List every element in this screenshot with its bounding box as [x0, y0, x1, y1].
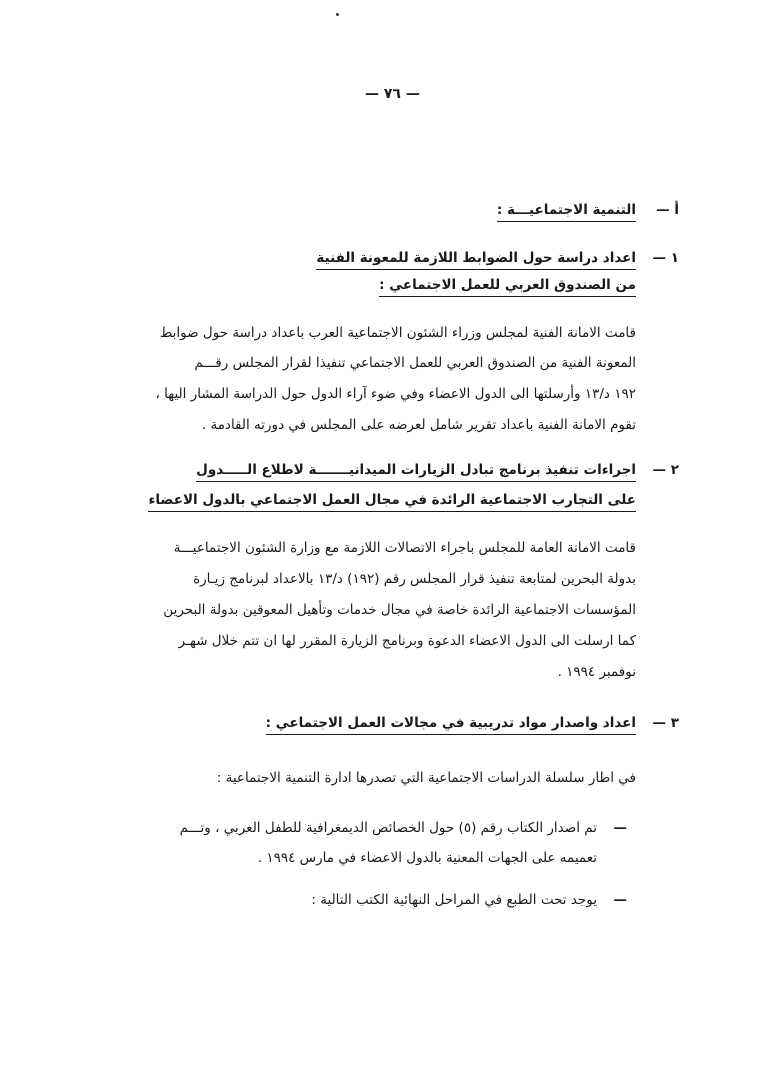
section-a-title: التنمية الاجتماعيـــة :: [497, 200, 636, 222]
item1-para-line1: قامت الامانة الفنية لمجلس وزراء الشئون الاجتماعية العرب باعداد دراسة حول ضوابط: [159, 325, 636, 341]
item2-para-line4: كما ارسلت الى الدول الاعضاء الدعوة وبرنامج الزيارة المقرر لها ان تتم خلال شهـر: [178, 633, 636, 649]
section-a-marker: أ —: [656, 202, 679, 218]
item1-title-line2: من الصندوق العربي للعمل الاجتماعي :: [379, 275, 636, 297]
item2-para-line5: نوفمبر ١٩٩٤ .: [557, 664, 636, 680]
item1-title-line1: اعداد دراسة حول الضوابط اللازمة للمعونة الفنية: [316, 248, 636, 270]
item1-para-line2: المعونة الفنية من الصندوق العربي للعمل الاجتماعي تنفيذا لقرار المجلس رقـــم: [194, 355, 636, 371]
item1-para-line3: ١٩٢ د/١٣ وأرسلتها الى الدول الاعضاء وفي ضوء آراء الدول حول الدراسة المشار اليها ،: [155, 386, 636, 402]
item3-intro: في اطار سلسلة الدراسات الاجتماعية التي تصدرها ادارة التنمية الاجتماعية :: [216, 770, 636, 786]
bullet1-dash: —: [613, 820, 627, 836]
item3-marker: ٣ —: [652, 715, 679, 731]
item2-para-line3: المؤسسات الاجتماعية الرائدة خاصة في مجال خدمات وتأهيل المعوقين بدولة البحرين: [163, 602, 636, 618]
item2-marker: ٢ —: [652, 462, 679, 478]
item2-title-line1: اجراءات تنفيذ برنامج تبادل الزيارات الميدانيـــــــة لاطلاع الـــــدول: [196, 460, 636, 482]
item1-marker: ١ —: [652, 250, 679, 266]
item2-para-line2: بدولة البحرين لمتابعة تنفيذ قرار المجلس رقم (١٩٢) د/١٣ بالاعداد لبرنامج زيـارة: [193, 571, 636, 587]
bullet2-dash: —: [613, 892, 627, 908]
bullet1-line1: تم اصدار الكتاب رقم (٥) حول الخصائص الديمغرافية للطفل العربي ، وتـــم: [179, 820, 597, 836]
page-number: — ٧٦ —: [365, 86, 420, 102]
bullet1-line2: تعميمه على الجهات المعنية بالدول الاعضاء في مارس ١٩٩٤ .: [257, 850, 597, 866]
item2-title-line2: على التجارب الاجتماعية الرائدة في مجال العمل الاجتماعي بالدول الاعضاء: [148, 490, 636, 512]
bullet2-line1: يوجد تحت الطبع في المراحل النهائية الكتب التالية :: [311, 892, 597, 908]
speck-mark: [336, 13, 339, 16]
item1-para-line4: تقوم الامانة الفنية باعداد تقرير شامل لعرضه على المجلس في دورته القادمة .: [201, 417, 636, 433]
item3-title: اعداد واصدار مواد تدريبية في مجالات العمل الاجتماعي :: [266, 713, 636, 735]
item2-para-line1: قامت الامانة العامة للمجلس باجراء الاتصالات اللازمة مع وزارة الشئون الاجتماعيـــة: [173, 540, 636, 556]
